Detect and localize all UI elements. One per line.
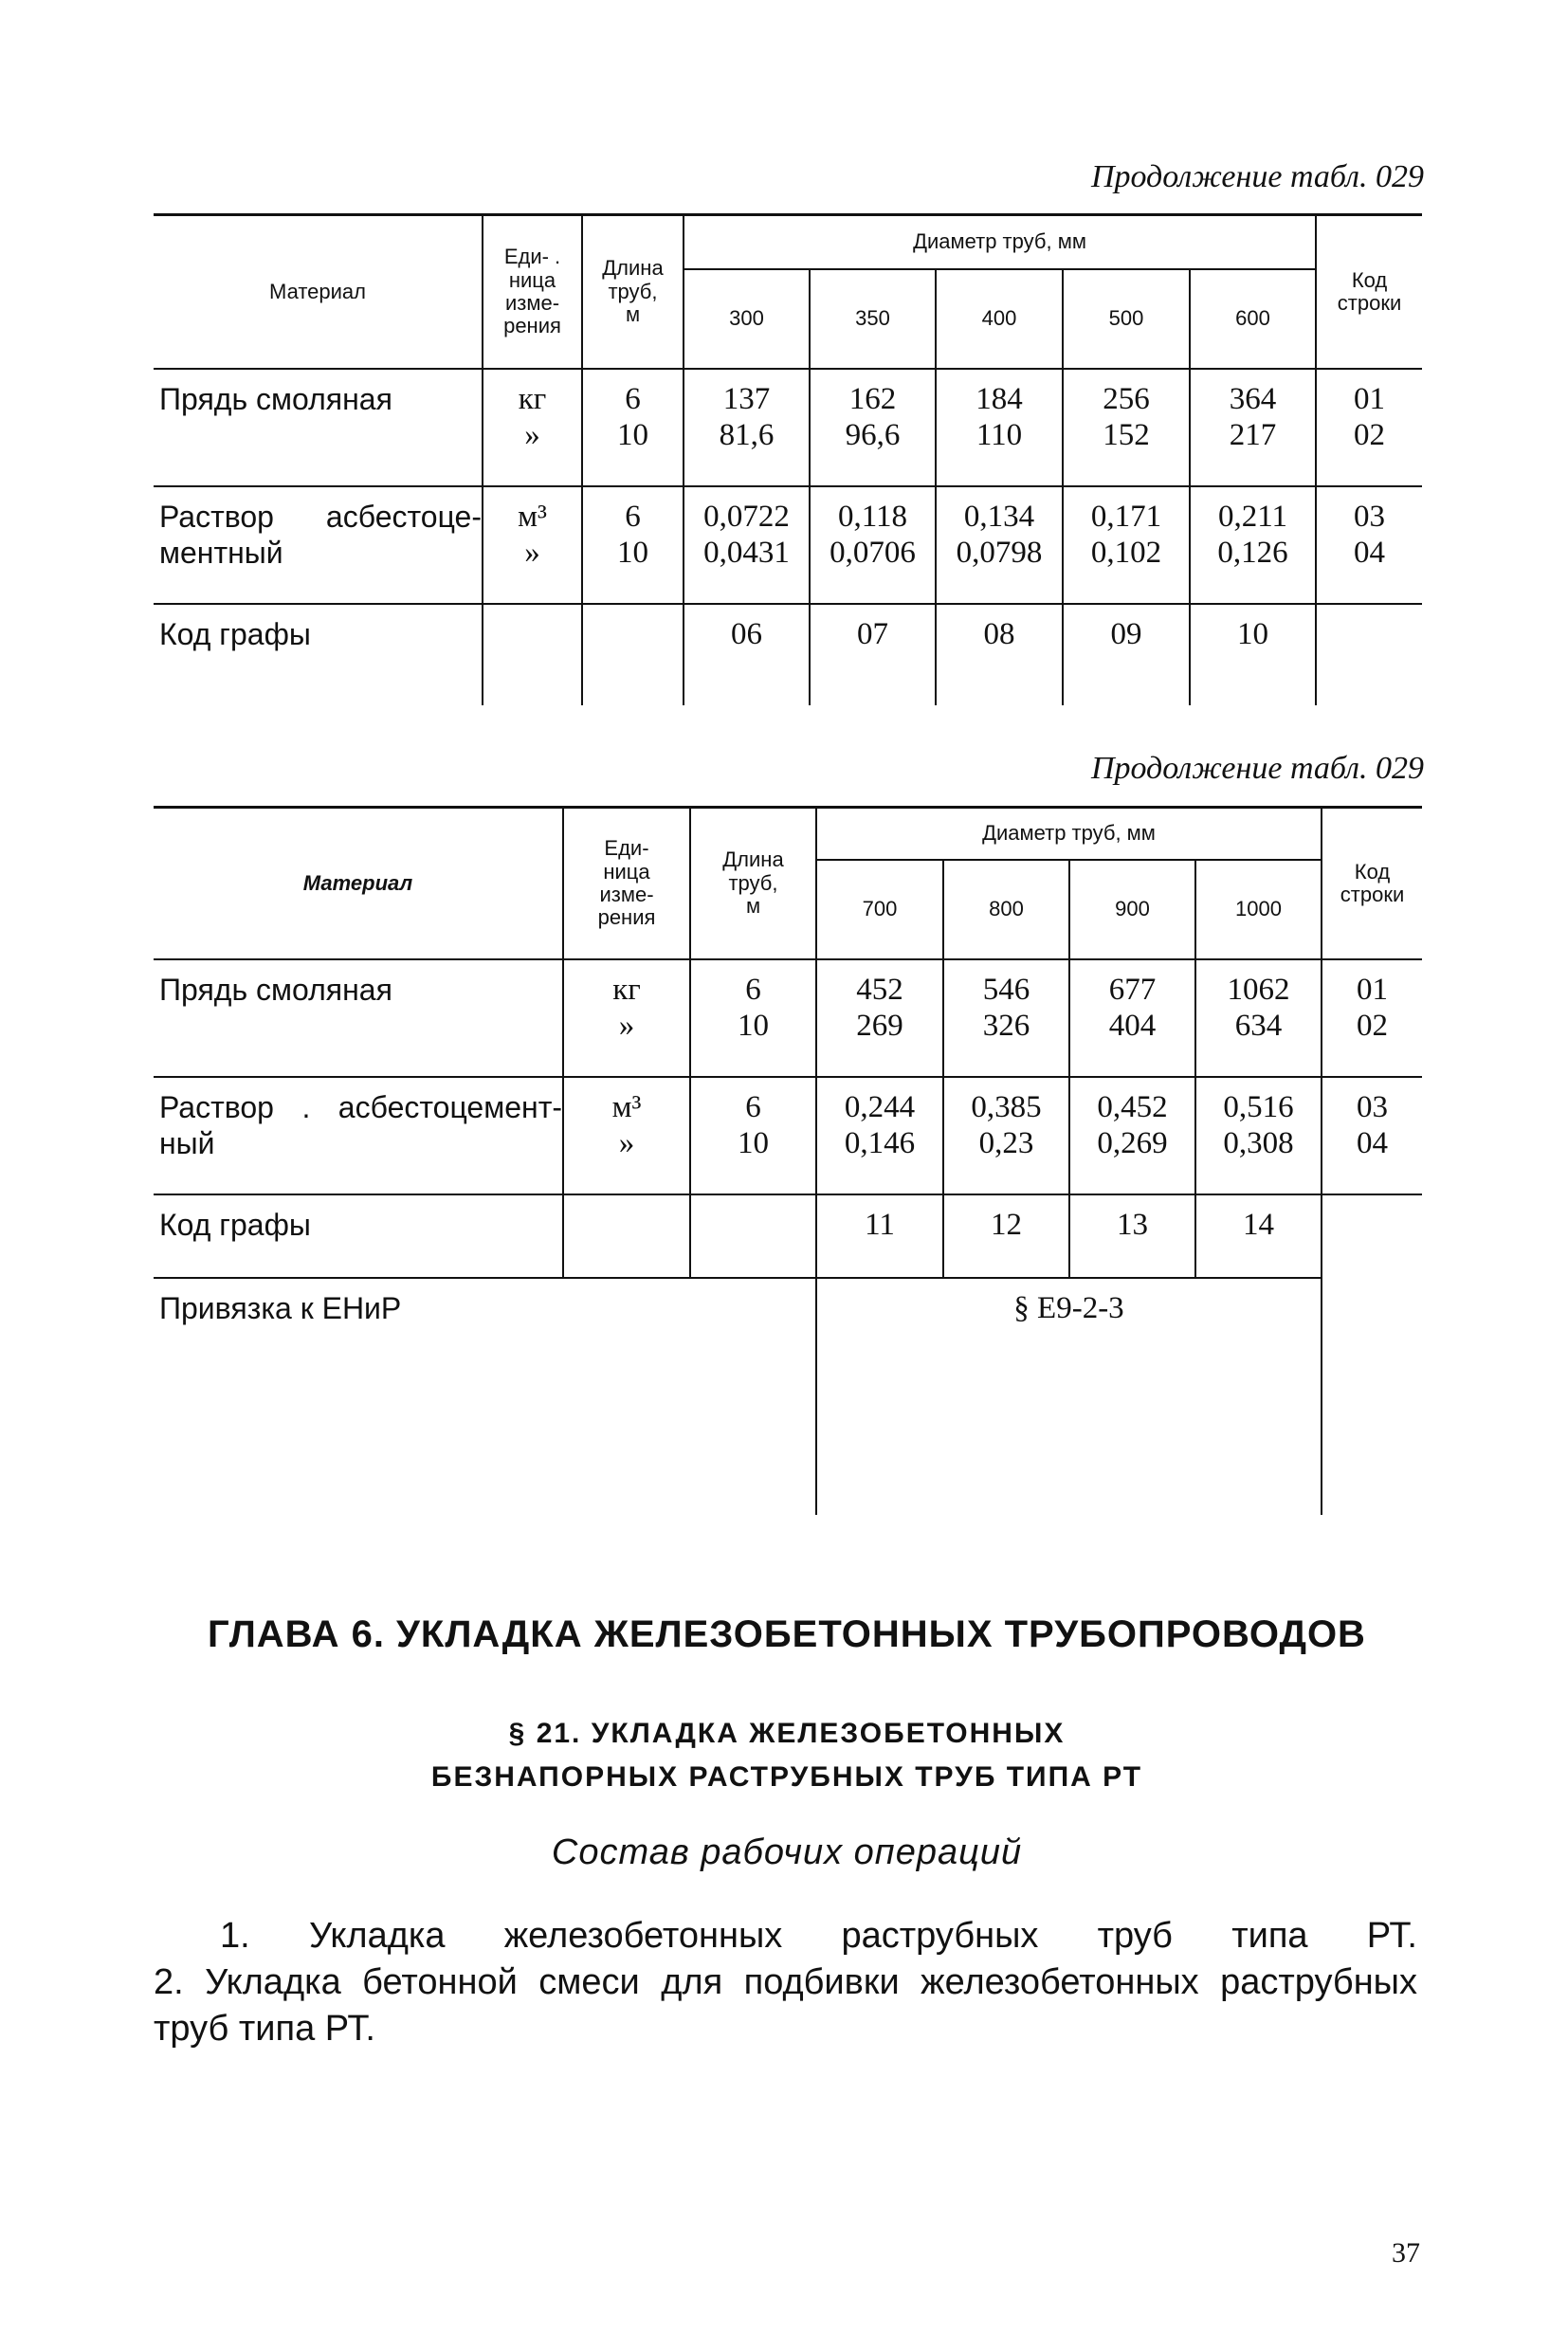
t1-row1-d600: 364 217 <box>1190 369 1316 486</box>
t1-row1-d350: 162 96,6 <box>810 369 936 486</box>
t1-row2-code: 03 04 <box>1316 486 1422 604</box>
t1-header-length: Длина труб, м <box>582 215 684 369</box>
t2-row1-unit: кг » <box>563 959 690 1077</box>
operation-item: 2. Укладка бетонной смеси для подбивки железобетонных раструбных труб типа РТ. <box>154 1962 1417 2049</box>
t1-code-09: 09 <box>1063 604 1190 705</box>
t2-row1-d700: 452 269 <box>816 959 943 1077</box>
t2-row2-d700: 0,244 0,146 <box>816 1077 943 1194</box>
t1-row2-d500: 0,171 0,102 <box>1063 486 1190 604</box>
t1-column-codes-label: Код графы <box>154 604 483 705</box>
t2-row1-length: 6 10 <box>690 959 816 1077</box>
t2-row2-d800: 0,385 0,23 <box>943 1077 1069 1194</box>
t1-empty-length <box>582 604 684 705</box>
t1-code-06: 06 <box>684 604 810 705</box>
t1-row1-d400: 184 110 <box>936 369 1063 486</box>
t2-empty-unit <box>563 1194 690 1278</box>
operations-title: Состав рабочих операций <box>551 1832 1023 1872</box>
t2-diameter-900: 900 <box>1069 860 1195 959</box>
t1-header-diameter: Диаметр труб, мм <box>684 215 1316 269</box>
operations-list <box>154 1913 1417 2052</box>
t1-row2-d350: 0,118 0,0706 <box>810 486 936 604</box>
table2 <box>154 806 1422 1515</box>
t1-row2-d600: 0,211 0,126 <box>1190 486 1316 604</box>
table1-caption: Продолжение табл. 029 <box>1090 159 1424 194</box>
t1-row2-length: 6 10 <box>582 486 684 604</box>
t1-row1-d500: 256 152 <box>1063 369 1190 486</box>
t1-row1-d300: 137 81,6 <box>684 369 810 486</box>
t1-diameter-500: 500 <box>1063 269 1190 369</box>
t2-row2-unit: м³ » <box>563 1077 690 1194</box>
table-row <box>154 369 1422 486</box>
t2-binding-value: § Е9-2-3 <box>816 1278 1322 1515</box>
t2-binding-empty <box>1322 1278 1422 1515</box>
t2-header-length: Длина труб, м <box>690 808 816 959</box>
t2-code-12: 12 <box>943 1194 1069 1278</box>
t2-row2-material: Раствор . асбестоцемент- ный <box>154 1077 563 1194</box>
t2-code-11: 11 <box>816 1194 943 1278</box>
t1-diameter-350: 350 <box>810 269 936 369</box>
t1-row1-length: 6 10 <box>582 369 684 486</box>
t2-row2-d1000: 0,516 0,308 <box>1195 1077 1322 1194</box>
t2-header-unit: Еди- ница изме- рения <box>563 808 690 959</box>
t1-code-07: 07 <box>810 604 936 705</box>
t1-diameter-300: 300 <box>684 269 810 369</box>
table-row <box>154 604 1422 705</box>
t1-header-code: Код строки <box>1316 215 1422 369</box>
t1-empty-unit <box>483 604 582 705</box>
page-number: 37 <box>1392 2237 1420 2269</box>
t1-row2-d300: 0,0722 0,0431 <box>684 486 810 604</box>
t1-header-unit: Еди- . ница изме- рения <box>483 215 582 369</box>
t2-column-codes-label: Код графы <box>154 1194 563 1278</box>
t1-diameter-400: 400 <box>936 269 1063 369</box>
t2-header-code: Код строки <box>1322 808 1422 959</box>
chapter-title: ГЛАВА 6. УКЛАДКА ЖЕЛЕЗОБЕТОННЫХ ТРУБОПРОВОДОВ <box>208 1613 1366 1655</box>
t2-diameter-800: 800 <box>943 860 1069 959</box>
t2-header-diameter: Диаметр труб, мм <box>816 808 1322 860</box>
table-row <box>154 1194 1422 1278</box>
t2-row1-d900: 677 404 <box>1069 959 1195 1077</box>
t1-empty-code <box>1316 604 1422 705</box>
table2-caption: Продолжение табл. 029 <box>1090 751 1424 786</box>
t2-row2-code: 03 04 <box>1322 1077 1422 1194</box>
t1-code-08: 08 <box>936 604 1063 705</box>
t1-diameter-600: 600 <box>1190 269 1316 369</box>
table-row <box>154 486 1422 604</box>
t2-empty-length <box>690 1194 816 1278</box>
t1-row1-unit: кг » <box>483 369 582 486</box>
table-row <box>154 1278 1422 1515</box>
table-row <box>154 959 1422 1077</box>
table1 <box>154 213 1422 705</box>
t2-binding-label: Привязка к ЕНиР <box>159 1290 402 1325</box>
t1-row2-d400: 0,134 0,0798 <box>936 486 1063 604</box>
section-title: § 21. УКЛАДКА ЖЕЛЕЗОБЕТОННЫХ БЕЗНАПОРНЫХ РАСТРУБНЫХ ТРУБ ТИПА РТ <box>430 1718 1143 1793</box>
t1-row2-material: Раствор асбестоце- ментный <box>154 486 483 604</box>
t2-row1-material: Прядь смоляная <box>154 959 563 1077</box>
t2-row1-d800: 546 326 <box>943 959 1069 1077</box>
t2-diameter-700: 700 <box>816 860 943 959</box>
t2-code-13: 13 <box>1069 1194 1195 1278</box>
operation-item: 1. Укладка железобетонных раструбных труб типа РТ. <box>220 1916 1417 1956</box>
t2-row1-code: 01 02 <box>1322 959 1422 1077</box>
t2-diameter-1000: 1000 <box>1195 860 1322 959</box>
t1-row2-unit: м³ » <box>483 486 582 604</box>
t2-code-14: 14 <box>1195 1194 1322 1278</box>
t1-row1-code: 01 02 <box>1316 369 1422 486</box>
t2-header-material: Материал <box>154 808 563 959</box>
t1-row1-material: Прядь смоляная <box>154 369 483 486</box>
t2-row2-d900: 0,452 0,269 <box>1069 1077 1195 1194</box>
table-row <box>154 1077 1422 1194</box>
t2-row1-d1000: 1062 634 <box>1195 959 1322 1077</box>
t2-empty-code <box>1322 1194 1422 1278</box>
t2-row2-length: 6 10 <box>690 1077 816 1194</box>
t1-code-10: 10 <box>1190 604 1316 705</box>
t1-header-material: Материал <box>154 215 483 369</box>
